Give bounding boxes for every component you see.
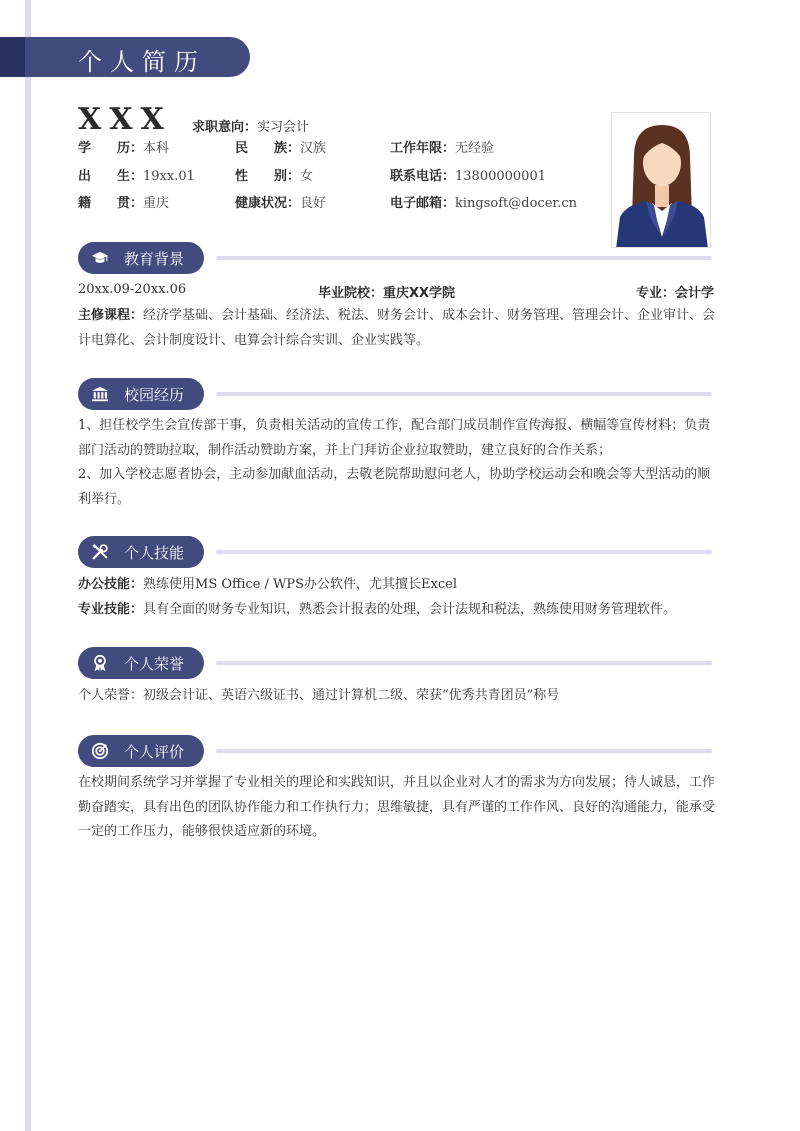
objective-value: 实习会计 [257, 120, 310, 135]
section-campus [78, 378, 718, 410]
job-objective [192, 116, 309, 135]
evaluation-text: 在校期间系统学习并掌握了专业相关的理论和实践知识，并且以企业对人才的需求为方向发展；待人诚恳，工作勤奋踏实，具有出色的团队协作能力和工作执行力；思维敏捷，具有严谨的工作作风、良好的沟通能力，能承受一定的工作压力，能够很快适应新的环境。 [78, 775, 716, 839]
section-title: 个人荣誉 [124, 655, 185, 673]
title-banner-tip [0, 37, 25, 77]
target-icon [91, 742, 109, 760]
info-birth [78, 165, 195, 185]
info-label: 联系电话： [390, 169, 456, 184]
avatar-illustration [612, 113, 711, 248]
section-divider [216, 392, 712, 396]
section-divider [216, 550, 712, 554]
education-row [78, 282, 714, 302]
campus-item: 1、担任校学生会宣传部干事，负责相关活动的宣传工作，配合部门成员制作宣传海报、横幅等宣传材料；负责部门活动的赞助拉取，制作活动赞助方案，并上门拜访企业拉取赞助，建立良好的合作关系； [78, 418, 711, 458]
info-value: 19xx.01 [143, 169, 195, 184]
campus-item: 2、加入学校志愿者协会，主动参加献血活动，去敬老院帮助慰问老人，协助学校运动会和晚会等大型活动的顺利举行。 [78, 467, 711, 507]
info-value: 女 [300, 169, 314, 184]
professional-skill-value: 具有全面的财务专业知识，熟悉会计报表的处理，会计法规和税法，熟练使用财务管理软件。 [143, 601, 677, 617]
info-education [78, 137, 169, 157]
skills-content [78, 573, 728, 622]
section-pill [78, 647, 204, 679]
education-courses [78, 304, 718, 353]
office-skill-value: 熟练使用MS Office / WPS办公软件，尤其擅长Excel [143, 577, 458, 592]
info-label: 学 历： [78, 141, 144, 156]
section-honors [78, 647, 718, 679]
section-title: 个人评价 [124, 743, 185, 761]
info-value: 13800000001 [455, 169, 546, 184]
section-pill [78, 242, 204, 274]
section-pill [78, 378, 204, 410]
honors-text: 个人荣誉：初级会计证、英语六级证书、通过计算机二级、荣获“优秀共青团员”称号 [78, 688, 560, 703]
campus-items [78, 414, 720, 512]
info-label: 工作年限： [390, 141, 456, 156]
info-label: 籍 贯： [78, 196, 144, 211]
medal-icon [91, 654, 109, 672]
info-value: 汉族 [300, 141, 327, 156]
school-label: 毕业院校： [318, 286, 384, 301]
info-value: 重庆 [143, 196, 170, 211]
professional-skill [78, 598, 728, 623]
section-pill [78, 735, 204, 767]
page-title: 个人简历 [78, 48, 206, 76]
section-title: 校园经历 [124, 386, 185, 404]
info-work-years [390, 137, 494, 157]
info-value: 无经验 [455, 141, 495, 156]
office-skill-label: 办公技能： [78, 577, 144, 592]
professional-skill-label: 专业技能： [78, 601, 144, 617]
info-value: 本科 [143, 141, 170, 156]
info-label: 性 别： [235, 169, 301, 184]
title-banner [0, 37, 250, 77]
info-value: 良好 [300, 196, 327, 211]
info-hometown [78, 192, 169, 212]
section-divider [216, 256, 712, 260]
section-divider [216, 749, 712, 753]
objective-label: 求职意向： [192, 120, 258, 135]
office-skill [78, 573, 728, 598]
section-education [78, 242, 718, 274]
info-label: 民 族： [235, 141, 301, 156]
section-pill [78, 536, 204, 568]
info-label: 电子邮箱： [390, 196, 456, 211]
left-decorative-bar [25, 0, 31, 1131]
courses-label: 主修课程： [78, 308, 144, 323]
tools-icon [91, 543, 109, 561]
info-phone [390, 165, 546, 185]
info-ethnicity [235, 137, 326, 157]
courses-value: 经济学基础、会计基础、经济法、税法、财务会计、成本会计、财务管理、管理会计、企业审计、会计电算化、会计制度设计、电算会计综合实训、企业实践等。 [78, 308, 716, 348]
school-value: 重庆XX学院 [383, 286, 456, 301]
info-label: 出 生： [78, 169, 144, 184]
info-email [390, 192, 577, 212]
info-value: kingsoft@docer.cn [455, 196, 577, 211]
profile-photo [611, 112, 711, 248]
education-school [318, 282, 455, 301]
school-building-icon [91, 385, 109, 403]
major-label: 专业： [635, 286, 675, 301]
education-date: 20xx.09-20xx.06 [78, 282, 187, 297]
education-major [636, 282, 714, 301]
section-title: 教育背景 [124, 250, 185, 268]
info-health [235, 192, 326, 212]
section-divider [216, 661, 712, 665]
section-evaluation [78, 735, 718, 767]
candidate-name: XXX [78, 102, 172, 137]
section-title: 个人技能 [124, 544, 185, 562]
info-label: 健康状况： [235, 196, 301, 211]
info-gender [235, 165, 313, 185]
major-value: 会计学 [674, 286, 714, 301]
section-skills [78, 536, 718, 568]
graduation-cap-icon [91, 249, 109, 267]
